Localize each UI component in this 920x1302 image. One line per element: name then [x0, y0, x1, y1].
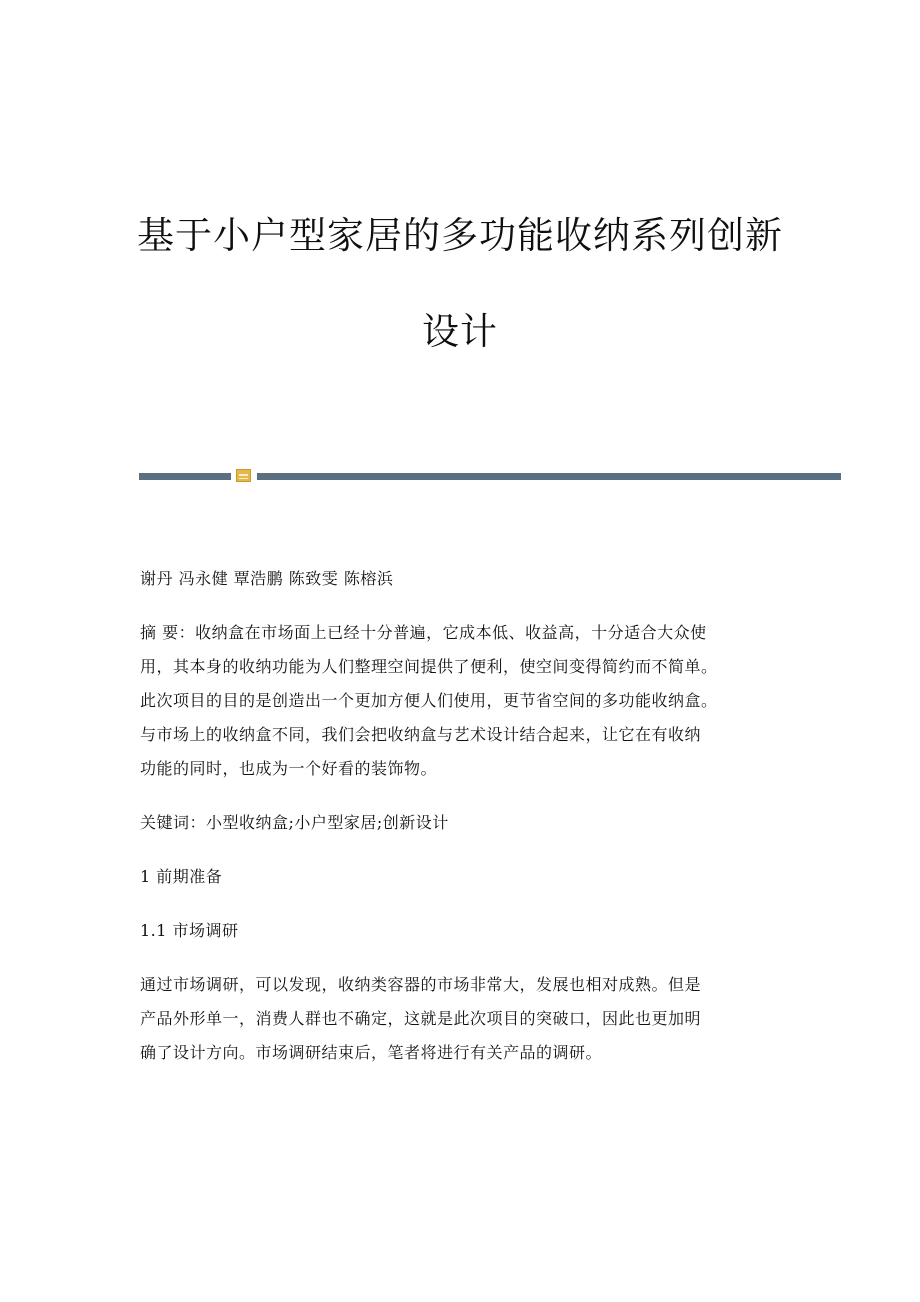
- keywords: [140, 806, 790, 840]
- keywords-text: 小型收纳盒;小户型家居;创新设计: [206, 813, 449, 832]
- envelope-icon: [236, 469, 251, 482]
- abstract-line: 功能的同时，也成为一个好看的装饰物。: [140, 759, 438, 778]
- section-heading: 1 前期准备: [140, 867, 223, 886]
- abstract-line: 此次项目的目的是创造出一个更加方便人们使用，更节省空间的多功能收纳盒。: [140, 691, 718, 710]
- paper-body: [140, 562, 790, 1070]
- body-paragraph-line: 产品外形单一，消费人群也不确定，这就是此次项目的突破口，因此也更加明: [140, 1009, 702, 1028]
- abstract-label: 摘 要：: [140, 623, 196, 642]
- subsection-heading: 1.1 市场调研: [140, 921, 239, 940]
- abstract-line: 与市场上的收纳盒不同，我们会把收纳盒与艺术设计结合起来，让它在有收纳: [140, 725, 702, 744]
- body-paragraph-line: 确了设计方向。市场调研结束后，笔者将进行有关产品的调研。: [140, 1043, 603, 1062]
- author-list: 谢丹 冯永健 覃浩鹏 陈致雯 陈榕浜: [140, 569, 394, 588]
- keywords-label: 关键词：: [140, 813, 207, 832]
- paper-title: [60, 188, 860, 380]
- abstract-line: [140, 616, 790, 650]
- abstract-text: 收纳盒在市场面上已经十分普遍，它成本低、收益高，十分适合大众使: [195, 623, 707, 642]
- abstract-line: 用，其本身的收纳功能为人们整理空间提供了便利，使空间变得简约而不简单。: [140, 657, 718, 676]
- divider-bar-left: [139, 473, 231, 480]
- title-divider: [139, 469, 841, 483]
- title-line-2: 设计: [422, 310, 498, 353]
- divider-bar-right: [257, 473, 841, 480]
- title-line-1: 基于小户型家居的多功能收纳系列创新: [137, 214, 783, 257]
- body-paragraph-line: 通过市场调研，可以发现，收纳类容器的市场非常大，发展也相对成熟。但是: [140, 975, 702, 994]
